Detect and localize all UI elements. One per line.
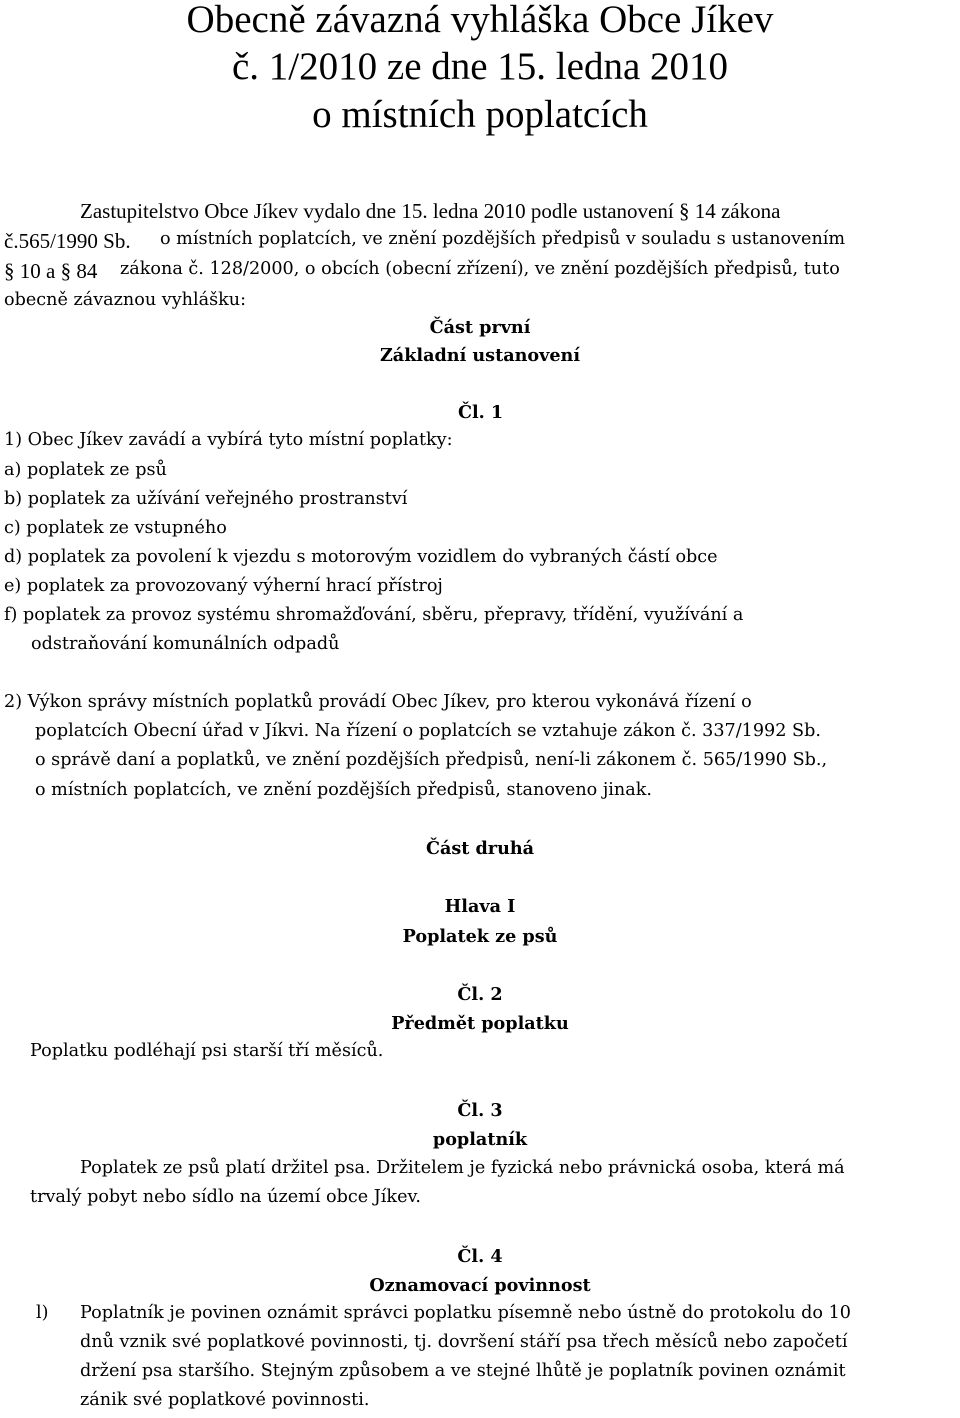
art1-p2-line-1: 2) Výkon správy místních poplatků provádí Obec Jíkev, pro kterou vykonává řízení o [4, 692, 752, 712]
art4-line-1: Poplatník je povinen oznámit správci poplatku písemně nebo ústně do protokolu do 10 [80, 1303, 851, 1323]
part2-heading: Část druhá [425, 838, 535, 859]
art1-item-f-cont: odstraňování komunálních odpadů [31, 634, 340, 654]
part2-hlava-title: Poplatek ze psů [402, 926, 558, 947]
preamble-line-4: obecně závaznou vyhlášku: [4, 290, 247, 310]
art2-heading: Čl. 2 [457, 984, 503, 1005]
art1-item-e: e) poplatek za provozovaný výherní hrací přístroj [4, 576, 443, 596]
art4-title: Oznamovací povinnost [369, 1275, 591, 1296]
art4-marker: l) [36, 1303, 49, 1323]
art1-p1-intro: 1) Obec Jíkev zavádí a vybírá tyto místní poplatky: [4, 430, 453, 450]
art1-p2-line-4: o místních poplatcích, ve znění pozdějších předpisů, stanoveno jinak. [35, 780, 652, 800]
art4-line-4: zánik své poplatkové povinnosti. [80, 1390, 370, 1410]
art2-title: Předmět poplatku [391, 1013, 569, 1034]
art1-item-c: c) poplatek ze vstupného [4, 518, 227, 538]
art1-item-d: d) poplatek za povolení k vjezdu s motorovým vozidlem do vybraných částí obce [4, 547, 718, 567]
preamble-line-3b: zákona č. 128/2000, o obcích (obecní zřízení), ve znění pozdějších předpisů, tuto [120, 259, 840, 279]
part1-heading: Část první [429, 317, 531, 338]
art4-line-2: dnů vznik své poplatkové povinnosti, tj. dovršení stáří psa třech měsíců nebo započetí [80, 1332, 848, 1352]
art1-item-a: a) poplatek ze psů [4, 460, 167, 480]
preamble-line-2b: o místních poplatcích, ve znění pozdějších předpisů v souladu s ustanovením [160, 229, 846, 249]
preamble-line-2a: č.565/1990 Sb. [4, 229, 131, 253]
art3-title: poplatník [432, 1129, 528, 1150]
art1-p2-line-2: poplatcích Obecní úřad v Jíkvi. Na řízení o poplatcích se vztahuje zákon č. 337/1992 Sb. [35, 721, 821, 741]
art2-text: Poplatku podléhají psi starší tří měsíců. [30, 1041, 384, 1061]
art1-p2-line-3: o správě daní a poplatků, ve znění pozdějších předpisů, není-li zákonem č. 565/1990 Sb., [35, 750, 828, 770]
doc-title-line-3: o místních poplatcích [312, 93, 648, 136]
art4-heading: Čl. 4 [457, 1246, 503, 1267]
art4-line-3: držení psa staršího. Stejným způsobem a ve stejné lhůtě je poplatník povinen oznámit [80, 1361, 846, 1381]
art1-heading: Čl. 1 [458, 402, 504, 423]
art3-line-2: trvalý pobyt nebo sídlo na území obce Jíkev. [30, 1187, 421, 1207]
part1-subheading: Základní ustanovení [379, 345, 581, 366]
art1-item-b: b) poplatek za užívání veřejného prostranství [4, 489, 408, 509]
preamble-line-1: Zastupitelstvo Obce Jíkev vydalo dne 15. ledna 2010 podle ustanovení § 14 zákona [80, 199, 781, 223]
art3-line-1: Poplatek ze psů platí držitel psa. Držitelem je fyzická nebo právnická osoba, která má [80, 1158, 845, 1178]
art3-heading: Čl. 3 [457, 1100, 503, 1121]
doc-title-line-1: Obecně závazná vyhláška Obce Jíkev [186, 0, 774, 41]
doc-title-line-2: č. 1/2010 ze dne 15. ledna 2010 [231, 45, 729, 88]
preamble-line-3a: § 10 a § 84 [4, 259, 98, 283]
art1-item-f: f) poplatek za provoz systému shromažďování, sběru, přepravy, třídění, využívání a [4, 605, 744, 625]
part2-hlava: Hlava I [444, 896, 516, 917]
